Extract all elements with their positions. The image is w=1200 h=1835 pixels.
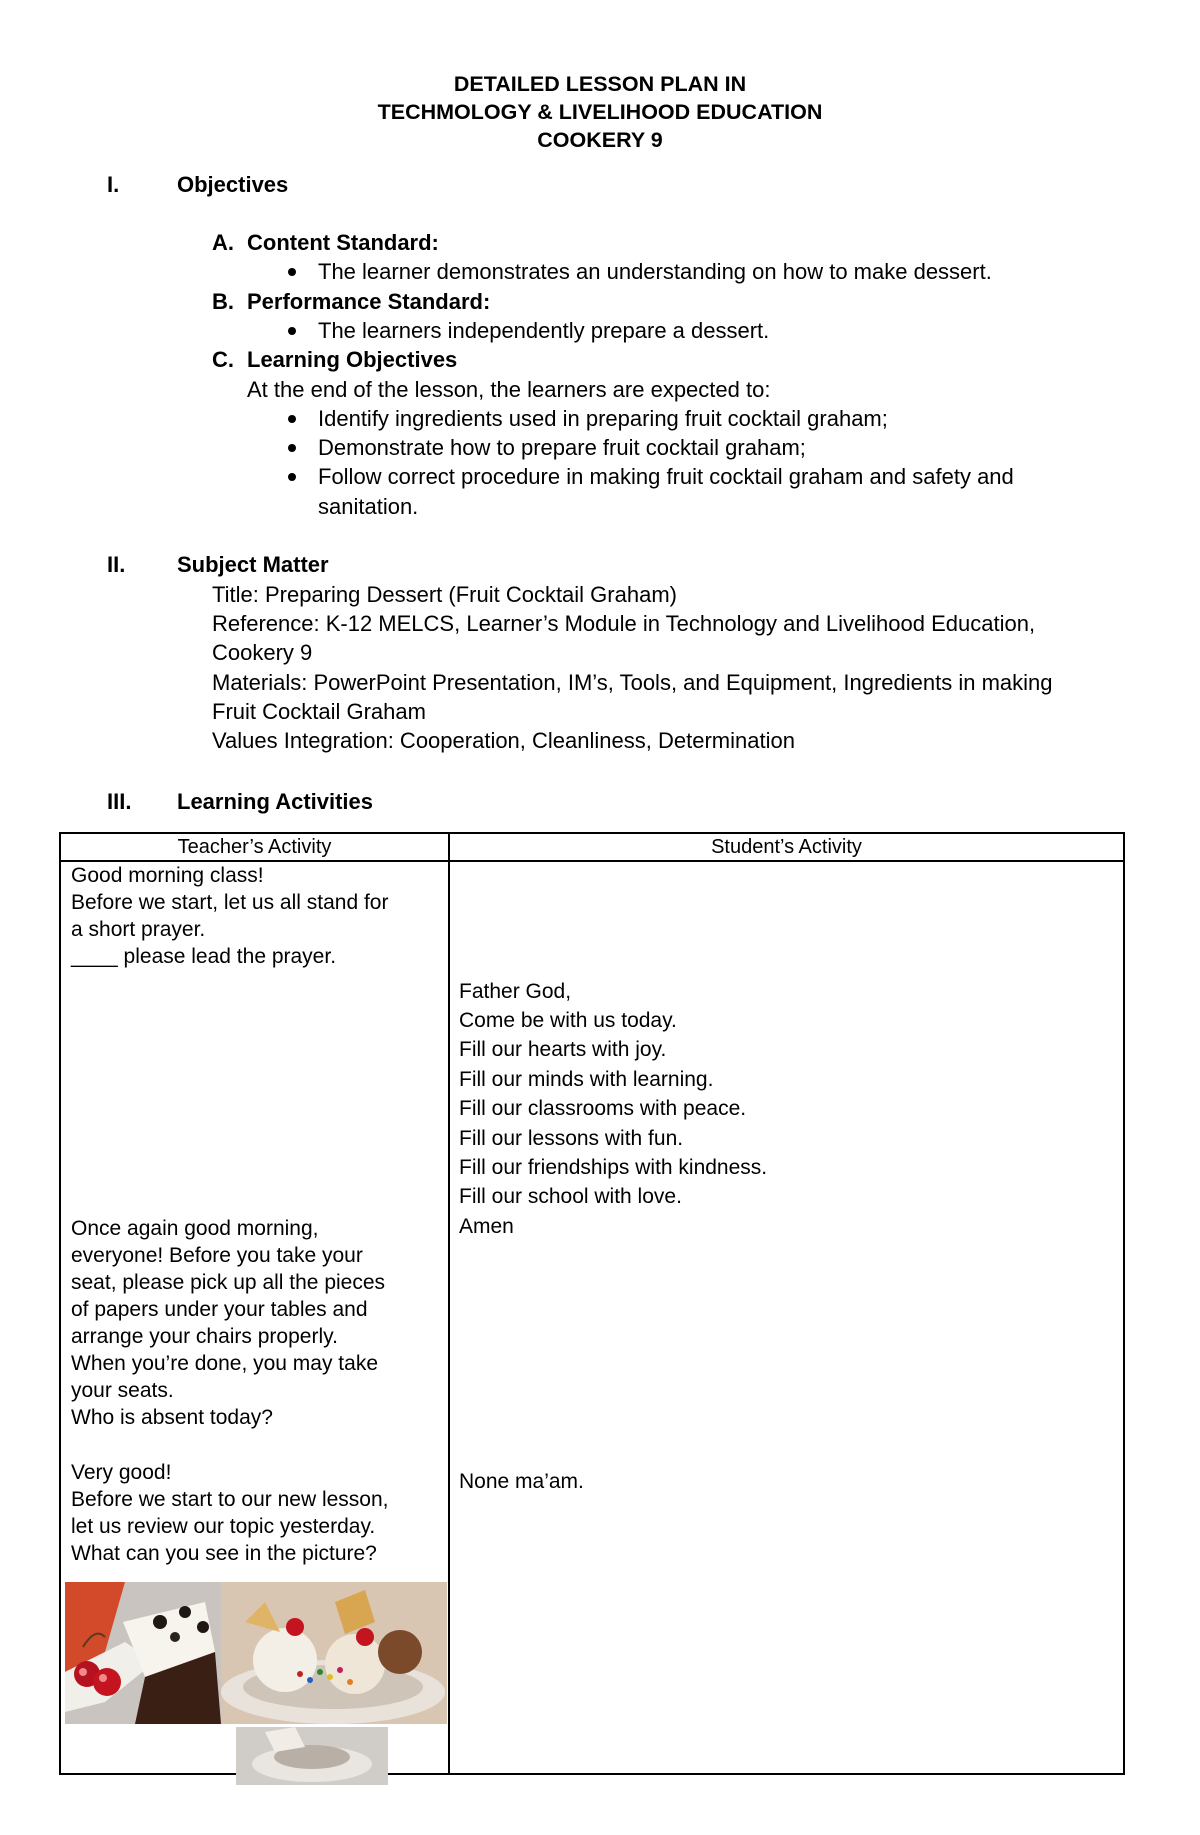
teacher-line: Before we start, let us all stand for xyxy=(71,891,389,914)
content-standard-heading: Content Standard: xyxy=(247,230,439,255)
student-activity-cell xyxy=(449,861,1124,1774)
teacher-line: a short prayer. xyxy=(71,918,206,941)
cake-photo xyxy=(65,1582,221,1724)
teacher-activity-cell xyxy=(60,861,449,1774)
student-prayer-line: Fill our classrooms with peace. xyxy=(459,1097,747,1120)
student-prayer-line: Fill our friendships with kindness. xyxy=(459,1156,768,1179)
performance-standard-bullet: The learners independently prepare a dessert. xyxy=(318,316,769,346)
student-prayer-line: Fill our lessons with fun. xyxy=(459,1127,684,1150)
student-prayer-line: Fill our school with love. xyxy=(459,1185,682,1208)
student-prayer-line: Come be with us today. xyxy=(459,1009,677,1032)
subject-materials-line: Materials: PowerPoint Presentation, IM’s, Tools, and Equipment, Ingredients in making xyxy=(212,670,1053,695)
teacher-line: of papers under your tables and xyxy=(71,1298,368,1321)
dessert-picture xyxy=(65,1582,447,1794)
teacher-line: everyone! Before you take your xyxy=(71,1244,363,1267)
learning-objective-item-continued: sanitation. xyxy=(318,494,419,519)
subject-reference-line-cont: Cookery 9 xyxy=(212,640,313,665)
title-line-2: TECHMOLOGY & LIVELIHOOD EDUCATION xyxy=(377,100,823,124)
learning-objective-item: Identify ingredients used in preparing fruit cocktail graham; xyxy=(318,404,888,434)
section-number: III. xyxy=(107,789,132,814)
student-activity-header: Student’s Activity xyxy=(449,833,1124,861)
subject-title-line: Title: Preparing Dessert (Fruit Cocktail Graham) xyxy=(212,582,677,607)
student-prayer-line: Amen xyxy=(459,1215,514,1238)
teacher-line: let us review our topic yesterday. xyxy=(71,1515,376,1538)
learning-activities-table xyxy=(59,832,1125,1775)
content-standard-label: A. xyxy=(212,230,234,255)
performance-standard-label: B. xyxy=(212,289,234,314)
teacher-line: Good morning class! xyxy=(71,864,264,887)
student-prayer-line: Fill our minds with learning. xyxy=(459,1068,714,1091)
learning-objectives-intro: At the end of the lesson, the learners are expected to: xyxy=(247,377,771,402)
teacher-line: seat, please pick up all the pieces xyxy=(71,1271,386,1294)
sundae-photo xyxy=(221,1582,447,1724)
title-line-1: DETAILED LESSON PLAN IN xyxy=(453,72,747,96)
subject-reference-line: Reference: K-12 MELCS, Learner’s Module in Technology and Livelihood Education, xyxy=(212,611,1036,636)
student-absent-reply: None ma’am. xyxy=(459,1470,584,1493)
learning-objectives-heading: Learning Objectives xyxy=(247,347,458,372)
section-number: I. xyxy=(107,172,120,197)
teacher-line: Before we start to our new lesson, xyxy=(71,1488,389,1511)
subject-values-line: Values Integration: Cooperation, Cleanliness, Determination xyxy=(212,728,795,753)
dessert-bottom-photo xyxy=(236,1727,388,1785)
teacher-activity-header: Teacher’s Activity xyxy=(60,833,449,861)
section-number: II. xyxy=(107,552,126,577)
learning-objective-item: Demonstrate how to prepare fruit cocktail graham; xyxy=(318,433,806,463)
teacher-line: ____ please lead the prayer. xyxy=(71,945,337,968)
student-prayer-line: Father God, xyxy=(459,980,572,1003)
learning-objective-item: Follow correct procedure in making fruit cocktail graham and safety and xyxy=(318,462,1014,492)
title-line-3: COOKERY 9 xyxy=(537,128,663,152)
teacher-line: your seats. xyxy=(71,1379,174,1402)
document-title xyxy=(0,70,1200,154)
subject-materials-line-cont: Fruit Cocktail Graham xyxy=(212,699,426,724)
learning-objectives-label: C. xyxy=(212,347,234,372)
teacher-line: When you’re done, you may take xyxy=(71,1352,379,1375)
teacher-line: arrange your chairs properly. xyxy=(71,1325,338,1348)
student-prayer-line: Fill our hearts with joy. xyxy=(459,1038,667,1061)
section-title: Objectives xyxy=(177,172,289,197)
section-title: Learning Activities xyxy=(177,789,374,814)
teacher-line: What can you see in the picture? xyxy=(71,1542,377,1565)
teacher-line: Once again good morning, xyxy=(71,1217,319,1240)
teacher-line: Very good! xyxy=(71,1461,172,1484)
performance-standard-heading: Performance Standard: xyxy=(247,289,491,314)
section-title: Subject Matter xyxy=(177,552,329,577)
content-standard-bullet: The learner demonstrates an understanding on how to make dessert. xyxy=(318,257,992,287)
teacher-line: Who is absent today? xyxy=(71,1406,273,1429)
